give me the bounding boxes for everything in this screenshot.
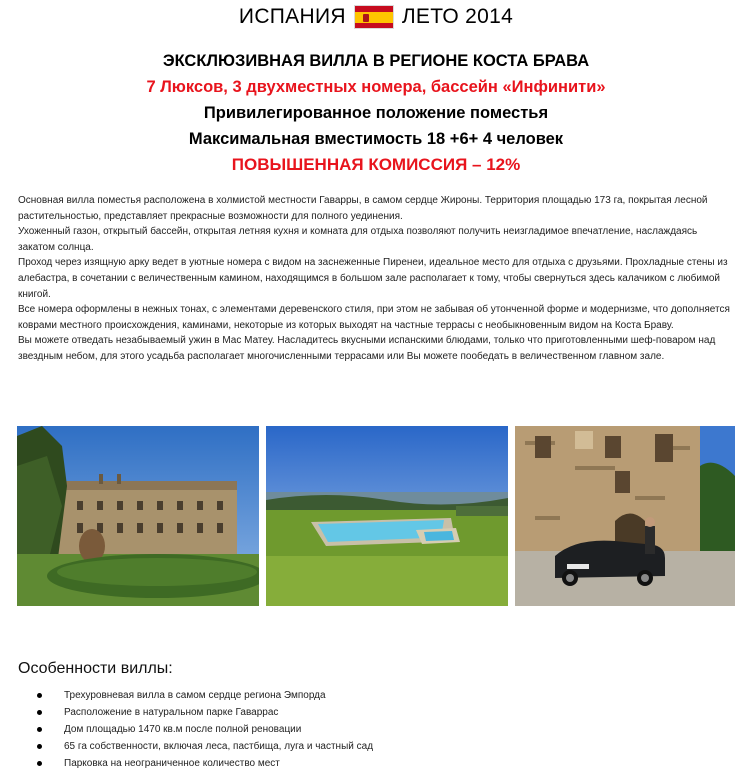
rooms-subtitle: 7 Люксов, 3 двухместных номера, бассейн «Инфинити» [146, 78, 606, 96]
features-heading: Особенности виллы: [18, 660, 173, 677]
bullet-icon [37, 744, 42, 749]
villa-facade-photo [17, 426, 259, 606]
header-season: ЛЕТО 2014 [401, 5, 514, 28]
description-paragraph: Основная вилла поместья расположена в холмистой местности Гаварры, в самом сердце Жироны. Территория площадью 173 га, покрытая лесной растительностью, представляет прекрасные возможности для полного уединения. [18, 195, 708, 222]
bullet-icon [37, 693, 42, 698]
infinity-pool-photo [266, 426, 508, 606]
villa-title: ЭКСКЛЮЗИВНАЯ ВИЛЛА В РЕГИОНЕ КОСТА БРАВА [162, 52, 590, 70]
location-subtitle: Привилегированное положение поместья [203, 104, 549, 122]
list-item: 65 га собственности, включая леса, пастбища, луга и частный сад [0, 738, 373, 755]
description-text [18, 193, 736, 365]
description-paragraph: Ухоженный газон, открытый бассейн, открытая летняя кухня и комната для отдыха позволяют получить неизгладимое впечатление, наслаждаясь закатом солнца. [18, 226, 698, 253]
description-paragraph: Все номера оформлены в нежных тонах, с элементами деревенского стиля, при этом не забывая об утонченной форме и модернизме, что дополняется коврами местного происхождения, каминами, некоторые из которых выходят на частные террасы с необыкновенным видом на Коста Браву. [18, 304, 730, 331]
list-item: Дом площадью 1470 кв.м после полной реновации [0, 721, 373, 738]
list-item: Расположение в натуральном парке Гаваррас [0, 704, 373, 721]
features-list [0, 687, 373, 772]
title-block [0, 48, 752, 178]
capacity-subtitle: Максимальная вместимость 18 +6+ 4 человек [188, 130, 564, 148]
list-item: Парковка на неограниченное количество мест [0, 755, 373, 772]
bullet-icon [37, 761, 42, 766]
header-country: ИСПАНИЯ [238, 5, 346, 28]
spain-flag-icon [354, 5, 394, 29]
description-paragraph: Вы можете отведать незабываемый ужин в Мас Матеу. Насладитесь вкусными испанскими блюдами, только что приготовленными шеф-поваром над звездным небом, для этого усадьба располагает многочисленными террасами или Вы можете пообедать в величественном главном зале. [18, 335, 716, 362]
bullet-icon [37, 727, 42, 732]
stone-house-car-photo [515, 426, 735, 606]
description-paragraph: Проход через изящную арку ведет в уютные номера с видом на заснеженные Пиренеи, идеальное место для отдыха с друзьями. Прохладные стены из алебастра, в сочетании с величественным камином, находящимся в большом зале располагает к тому, чтобы свернуться здесь калачиком с любимой книгой. [18, 257, 728, 300]
list-item: Трехуровневая вилла в самом сердце региона Эмпорда [0, 687, 373, 704]
commission-subtitle: ПОВЫШЕННАЯ КОМИССИЯ – 12% [231, 155, 521, 174]
page-header [0, 4, 752, 30]
bullet-icon [37, 710, 42, 715]
